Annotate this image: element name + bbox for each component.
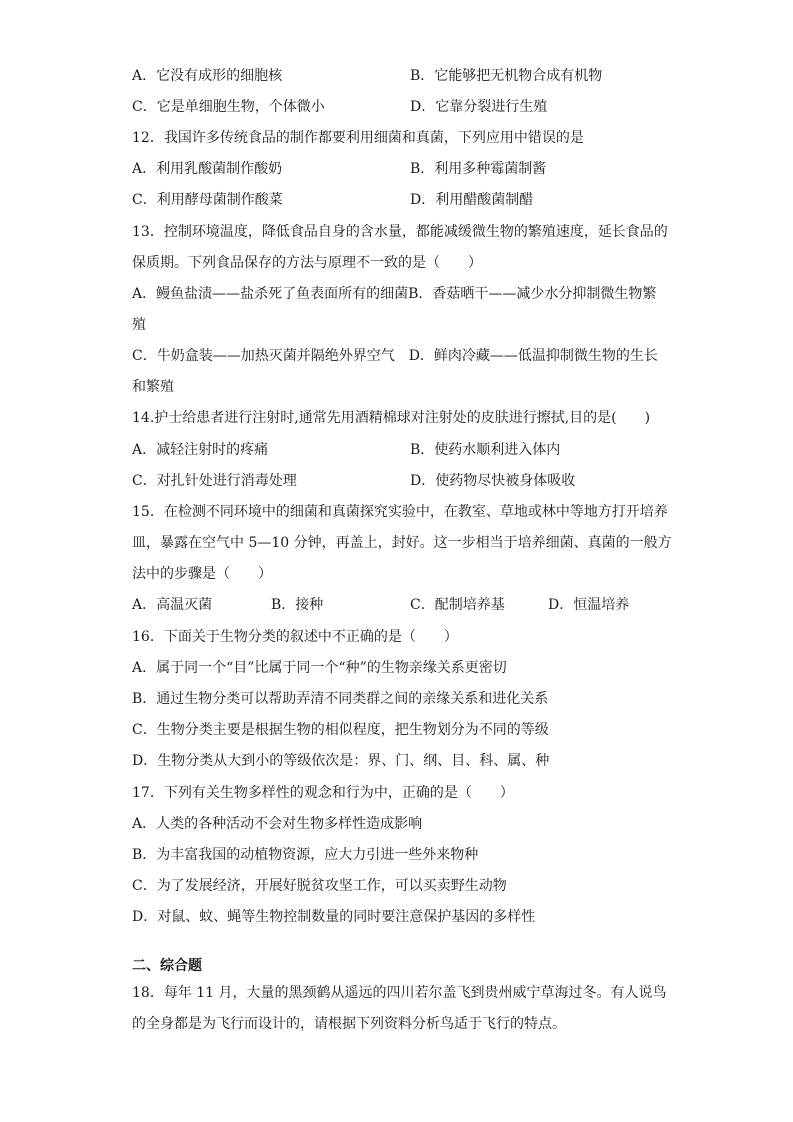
q13-options-ab-line-2: 殖 [132, 317, 146, 333]
q12-option-a: A．利用乳酸菌制作酸奶 [132, 161, 283, 177]
q14-stem: 14.护士给患者进行注射时,通常先用酒精棉球对注射处的皮肤进行擦拭,目的是( ) [132, 410, 651, 426]
section-title-comprehensive: 二、综合题 [132, 958, 202, 974]
q11-option-b: B．它能够把无机物合成有机物 [410, 68, 603, 84]
q11-option-a: A．它没有成形的细胞核 [132, 68, 283, 84]
q15-option-c: C．配制培养基 [410, 597, 505, 613]
q17-stem: 17．下列有关生物多样性的观念和行为中，正确的是（ ） [132, 785, 514, 801]
q12-option-c: C．利用酵母菌制作酸菜 [132, 192, 283, 208]
q14-option-c: C．对扎针处进行消毒处理 [132, 473, 297, 489]
q15-stem-line-3: 法中的步骤是（ ） [132, 566, 272, 582]
q13-stem-line-1: 13．控制环境温度，降低食品自身的含水量，都能减缓微生物的繁殖速度，延长食品的 [132, 224, 668, 240]
q17-option-b: B．为丰富我国的动植物资源，应大力引进一些外来物种 [132, 847, 479, 863]
q11-option-c: C．它是单细胞生物，个体微小 [132, 99, 325, 115]
q18-stem-line-2: 的全身都是为飞行而设计的，请根据下列资料分析鸟适于飞行的特点。 [132, 1016, 566, 1032]
q15-option-b: B．接种 [271, 597, 324, 613]
q17-option-c: C．为了发展经济，开展好脱贫攻坚工作，可以买卖野生动物 [132, 878, 507, 894]
q16-option-d: D．生物分类从大到小的等级依次是：界、门、纲、目、科、属、种 [132, 753, 550, 769]
q15-option-d: D．恒温培养 [548, 597, 630, 613]
q17-option-d: D．对鼠、蚊、蝇等生物控制数量的同时要注意保护基因的多样性 [132, 909, 536, 925]
q15-option-a: A．高温灭菌 [132, 597, 213, 613]
q11-option-d: D．它靠分裂进行生殖 [410, 99, 548, 115]
q14-option-a: A．减轻注射时的疼痛 [132, 442, 269, 458]
q13-stem-line-2: 保质期。下列食品保存的方法与原理不一致的是（ ） [132, 255, 482, 271]
q15-stem-line-1: 15．在检测不同环境中的细菌和真菌探究实验中，在教室、草地或林中等地方打开培养 [132, 504, 668, 520]
q16-option-b: B．通过生物分类可以帮助弄清不同类群之间的亲缘关系和进化关系 [132, 691, 549, 707]
q16-option-c: C．生物分类主要是根据生物的相似程度，把生物划分为不同的等级 [132, 722, 549, 738]
q14-option-b: B．使药水顺利进入体内 [410, 442, 561, 458]
q18-stem-line-1: 18．每年 11 月，大量的黑颈鹤从遥远的四川若尔盖飞到贵州威宁草海过冬。有人说鸟 [132, 985, 667, 1001]
q15-stem-line-2: 皿，暴露在空气中 5—10 分钟，再盖上，封好。这一步相当于培养细菌、真菌的一般方 [132, 535, 672, 551]
q13-options-cd-line-2: 和繁殖 [132, 379, 174, 395]
q13-options-ab-line-1: A．鳗鱼盐渍——盐杀死了鱼表面所有的细菌B．香菇晒干——减少水分抑制微生物繁 [132, 286, 657, 302]
q12-option-b: B．利用多种霉菌制酱 [410, 161, 547, 177]
q14-option-d: D．使药物尽快被身体吸收 [410, 473, 576, 489]
q16-option-a: A．属于同一个“目”比属于同一个“种”的生物亲缘关系更密切 [132, 660, 507, 676]
q12-stem: 12．我国许多传统食品的制作都要利用细菌和真菌，下列应用中错误的是 [132, 130, 584, 146]
q16-stem: 16．下面关于生物分类的叙述中不正确的是（ ） [132, 629, 458, 645]
q13-options-cd-line-1: C．牛奶盒装——加热灭菌并隔绝外界空气 D．鲜肉冷藏——低温抑制微生物的生长 [132, 348, 658, 364]
q17-option-a: A．人类的各种活动不会对生物多样性造成影响 [132, 816, 423, 832]
q12-option-d: D．利用醋酸菌制醋 [410, 192, 534, 208]
